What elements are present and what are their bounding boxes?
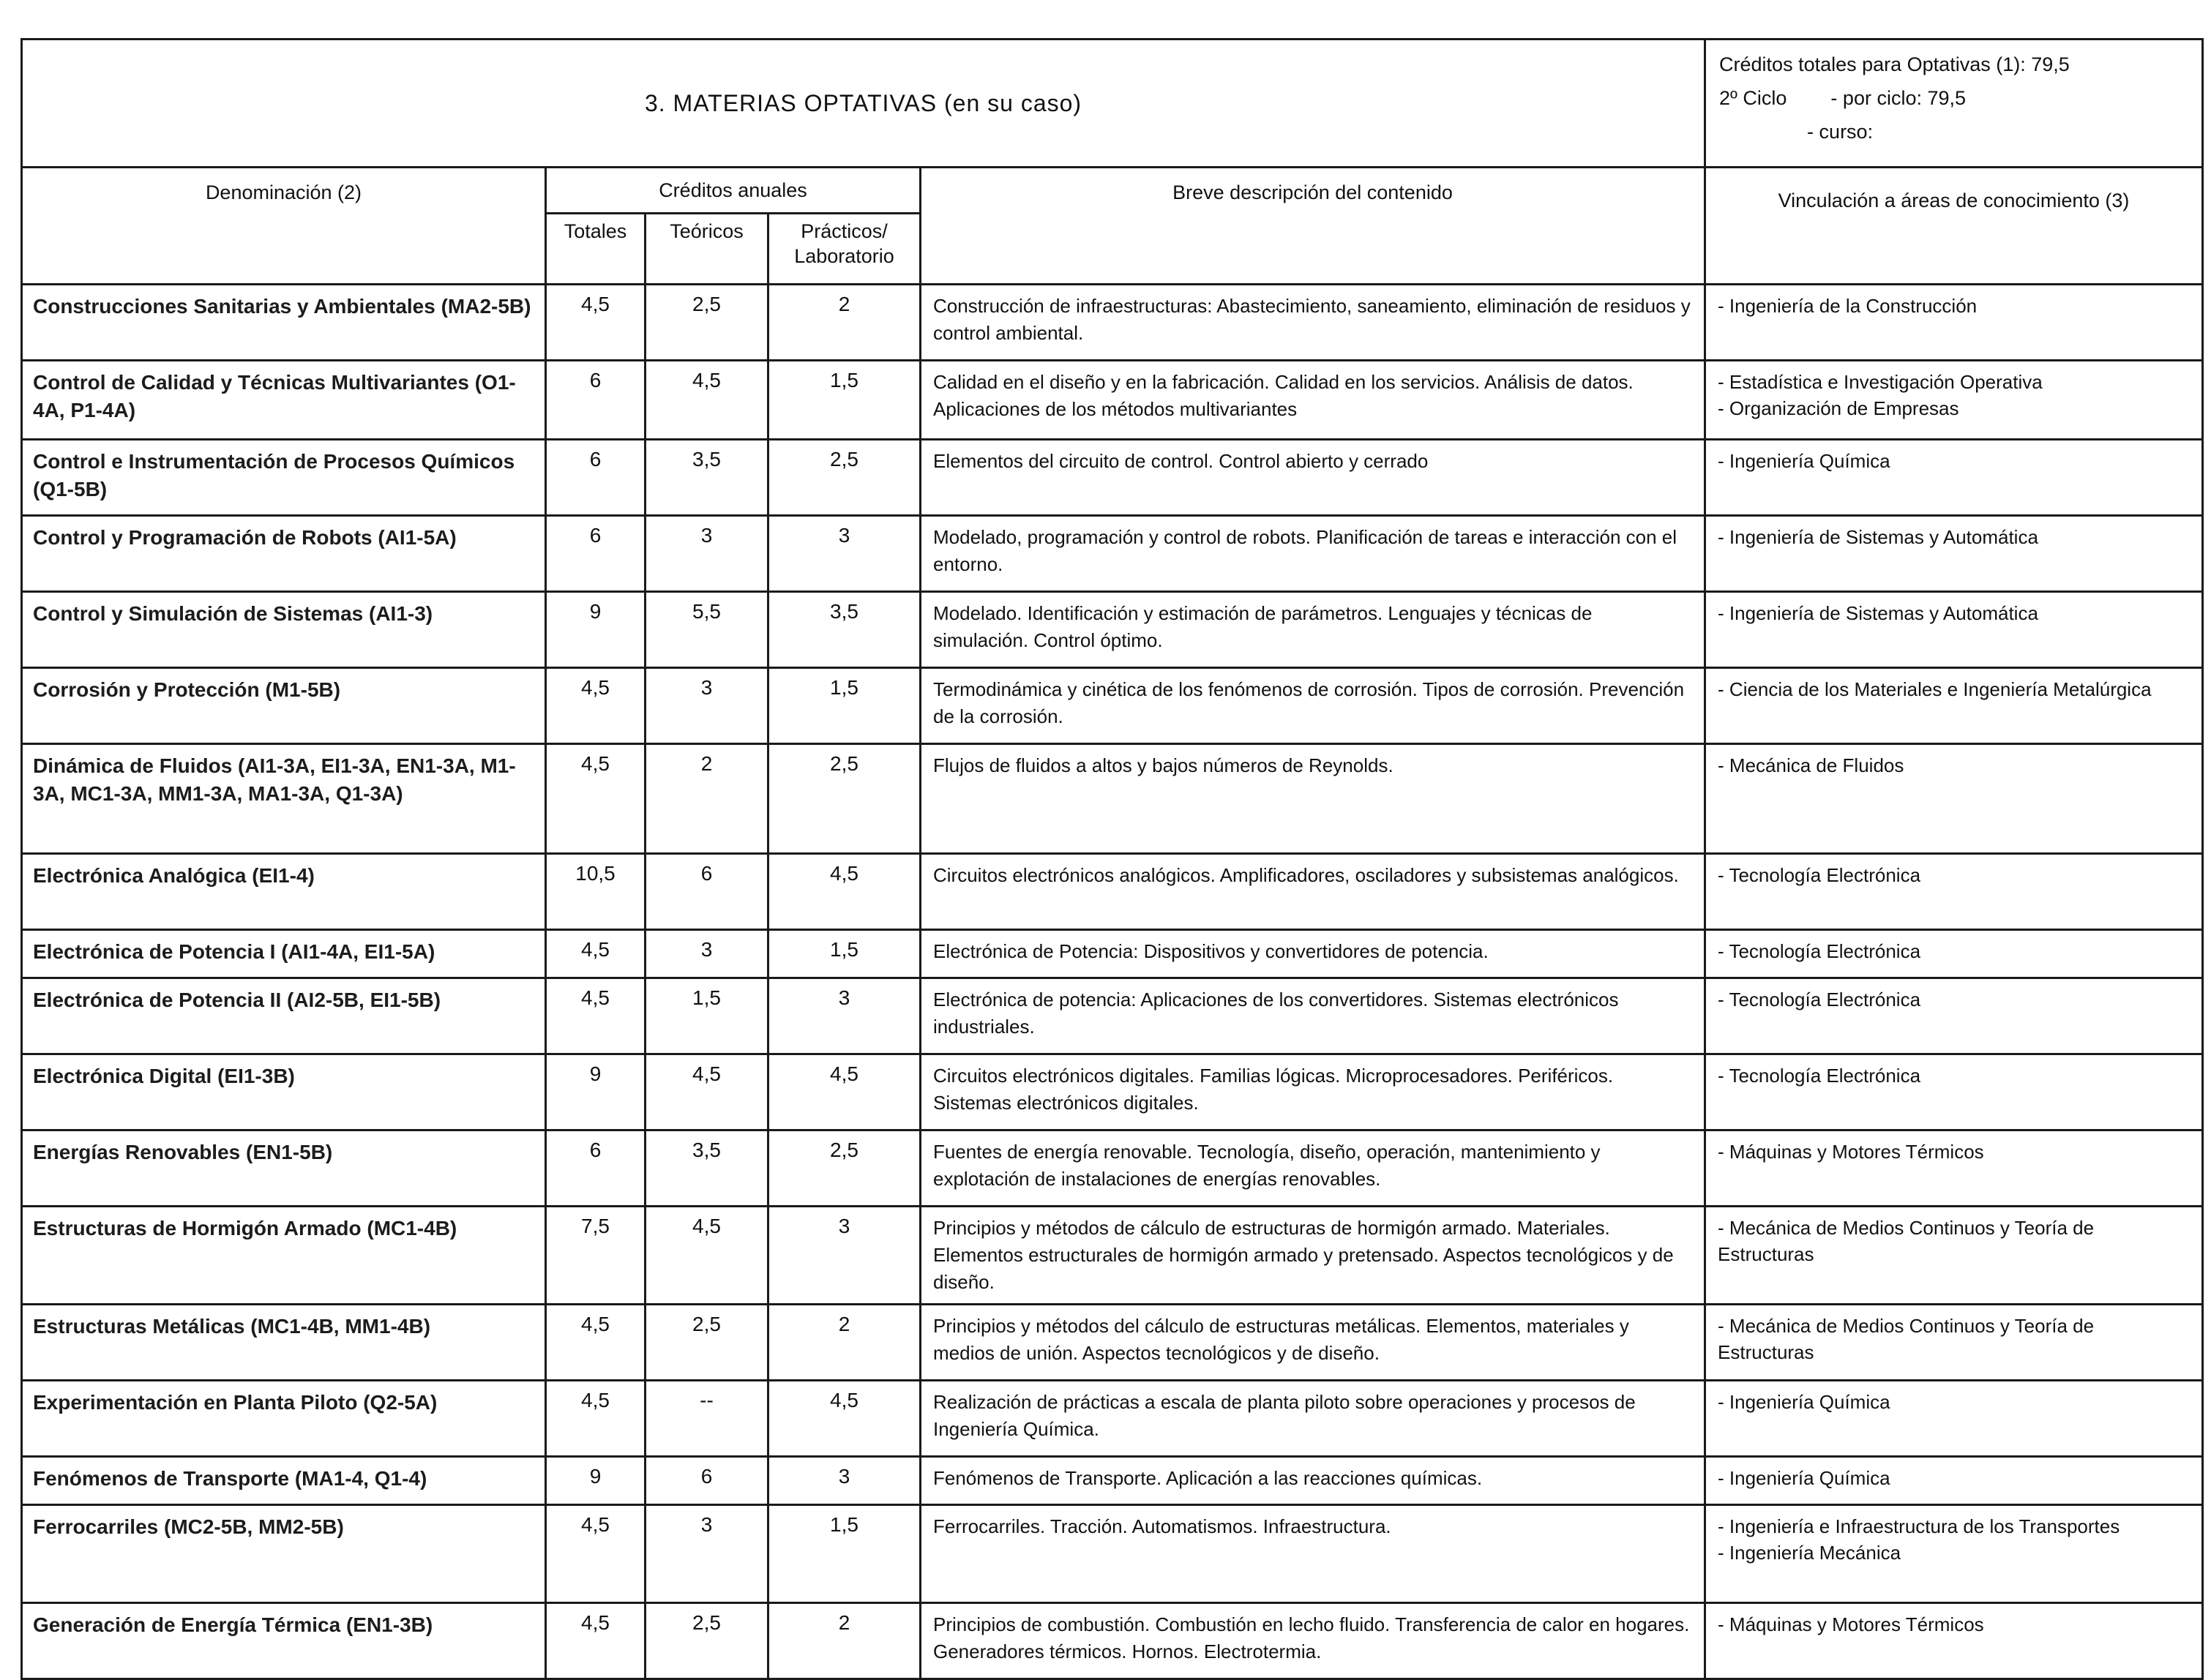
table-row: [22, 1207, 2203, 1305]
knowledge-areas: [1705, 668, 2203, 744]
subject-name: Experimentación en Planta Piloto (Q2-5A): [22, 1381, 546, 1457]
credits-total: 4,5: [546, 1305, 646, 1381]
subject-name: Control e Instrumentación de Procesos Químicos (Q1-5B): [22, 440, 546, 516]
subject-description: Principios y métodos de cálculo de estructuras de hormigón armado. Materiales. Elementos estructurales de hormigón armado y pretensado. Aspectos tecnológicos y de diseño.: [921, 1207, 1705, 1305]
credits-practice: 1,5: [768, 361, 921, 440]
header-row-1: [22, 168, 2203, 214]
table-row: [22, 592, 2203, 668]
subject-description: Ferrocarriles. Tracción. Automatismos. Infraestructura.: [921, 1505, 1705, 1603]
subject-name: Generación de Energía Térmica (EN1-3B): [22, 1603, 546, 1679]
table-row: [22, 744, 2203, 854]
knowledge-area-item: - Mecánica de Medios Continuos y Teoría de Estructuras: [1718, 1315, 2095, 1363]
subjects-body: [22, 285, 2203, 1679]
col-header-totales: Totales: [546, 214, 646, 285]
knowledge-areas: [1705, 930, 2203, 978]
knowledge-area-item: - Ingeniería Química: [1718, 1467, 1890, 1489]
credits-total: 4,5: [546, 744, 646, 854]
knowledge-areas: [1705, 592, 2203, 668]
credits-practice: 3: [768, 516, 921, 592]
credits-practice: 2,5: [768, 440, 921, 516]
credits-total: 4,5: [546, 978, 646, 1054]
knowledge-area-item: - Máquinas y Motores Térmicos: [1718, 1141, 1984, 1163]
knowledge-areas: [1705, 1054, 2203, 1130]
credits-practice: 1,5: [768, 1505, 921, 1603]
knowledge-areas: [1705, 744, 2203, 854]
knowledge-areas: [1705, 1381, 2203, 1457]
credits-practice: 4,5: [768, 1381, 921, 1457]
credits-total: 6: [546, 1130, 646, 1207]
subject-name: Control y Simulación de Sistemas (AI1-3): [22, 592, 546, 668]
knowledge-areas: [1705, 285, 2203, 361]
credits-practice: 2: [768, 1305, 921, 1381]
subject-description: Flujos de fluidos a altos y bajos números de Reynolds.: [921, 744, 1705, 854]
subject-name: Estructuras Metálicas (MC1-4B, MM1-4B): [22, 1305, 546, 1381]
knowledge-area-item: - Ingeniería Química: [1718, 450, 1890, 472]
credits-theory: 2,5: [646, 285, 768, 361]
knowledge-area-item: - Tecnología Electrónica: [1718, 864, 1921, 886]
subject-description: Fenómenos de Transporte. Aplicación a las reacciones químicas.: [921, 1457, 1705, 1505]
subject-description: Circuitos electrónicos digitales. Familias lógicas. Microprocesadores. Periféricos. Sistemas electrónicos digitales.: [921, 1054, 1705, 1130]
credits-theory: 5,5: [646, 592, 768, 668]
subject-description: Principios y métodos del cálculo de estructuras metálicas. Elementos, materiales y medios de unión. Aspectos tecnológicos y de diseño.: [921, 1305, 1705, 1381]
credits-practice: 2,5: [768, 1130, 921, 1207]
credits-total: 4,5: [546, 1505, 646, 1603]
credits-total: 10,5: [546, 854, 646, 930]
table-row: [22, 978, 2203, 1054]
subject-description: Modelado. Identificación y estimación de parámetros. Lenguajes y técnicas de simulación. Control óptimo.: [921, 592, 1705, 668]
knowledge-areas: [1705, 1505, 2203, 1603]
knowledge-area-item: - Tecnología Electrónica: [1718, 1065, 1921, 1087]
credits-theory: 3,5: [646, 440, 768, 516]
knowledge-areas: [1705, 440, 2203, 516]
credits-theory: 3: [646, 1505, 768, 1603]
credits-practice: 4,5: [768, 1054, 921, 1130]
knowledge-area-item: - Organización de Empresas: [1718, 397, 1959, 419]
credits-practice: 2,5: [768, 744, 921, 854]
knowledge-area-item: - Tecnología Electrónica: [1718, 940, 1921, 962]
knowledge-areas: [1705, 854, 2203, 930]
credits-theory: 6: [646, 1457, 768, 1505]
subject-name: Construcciones Sanitarias y Ambientales (MA2-5B): [22, 285, 546, 361]
credits-practice: 3,5: [768, 592, 921, 668]
table-row: [22, 1130, 2203, 1207]
subject-description: Elementos del circuito de control. Control abierto y cerrado: [921, 440, 1705, 516]
knowledge-area-item: - Ingeniería Mecánica: [1718, 1542, 1901, 1564]
col-header-name: Denominación (2): [22, 168, 546, 285]
subject-description: Calidad en el diseño y en la fabricación. Calidad en los servicios. Análisis de datos. Aplicaciones de los métodos multivariantes: [921, 361, 1705, 440]
subject-description: Termodinámica y cinética de los fenómenos de corrosión. Tipos de corrosión. Prevención de la corrosión.: [921, 668, 1705, 744]
title-row: [22, 40, 2203, 168]
table-row: [22, 1603, 2203, 1679]
table-row: [22, 1457, 2203, 1505]
col-header-teoricos: Teóricos: [646, 214, 768, 285]
credits-practice: 1,5: [768, 930, 921, 978]
knowledge-area-item: - Ingeniería e Infraestructura de los Transportes: [1718, 1515, 2120, 1537]
optional-subjects-table: [20, 38, 2204, 1680]
knowledge-area-item: - Ingeniería Química: [1718, 1391, 1890, 1413]
subject-description: Electrónica de Potencia: Dispositivos y convertidores de potencia.: [921, 930, 1705, 978]
credits-theory: 2,5: [646, 1305, 768, 1381]
credits-total: Créditos totales para Optativas (1): 79,5: [1719, 53, 2070, 75]
subject-description: Circuitos electrónicos analógicos. Amplificadores, osciladores y subsistemas analógicos.: [921, 854, 1705, 930]
table-row: [22, 1054, 2203, 1130]
knowledge-area-item: - Máquinas y Motores Térmicos: [1718, 1613, 1984, 1635]
credits-theory: 3: [646, 668, 768, 744]
credits-practice: 3: [768, 1207, 921, 1305]
subject-name: Electrónica de Potencia II (AI2-5B, EI1-5B): [22, 978, 546, 1054]
col-header-practicos: Prácticos/ Laboratorio: [768, 214, 921, 285]
credits-total: 4,5: [546, 1381, 646, 1457]
credits-total: 4,5: [546, 285, 646, 361]
credits-total: 9: [546, 1457, 646, 1505]
subject-name: Control de Calidad y Técnicas Multivariantes (O1-4A, P1-4A): [22, 361, 546, 440]
knowledge-area-item: - Ingeniería de la Construcción: [1718, 295, 1978, 317]
knowledge-areas: [1705, 1603, 2203, 1679]
credits-total: 4,5: [546, 930, 646, 978]
col-header-description: Breve descripción del contenido: [921, 168, 1705, 285]
subject-description: Modelado, programación y control de robots. Planificación de tareas e interacción con el entorno.: [921, 516, 1705, 592]
subject-name: Energías Renovables (EN1-5B): [22, 1130, 546, 1207]
subject-description: Principios de combustión. Combustión en lecho fluido. Transferencia de calor en hogares. Generadores térmicos. Hornos. Electrotermia.: [921, 1603, 1705, 1679]
table-row: [22, 285, 2203, 361]
knowledge-area-item: - Tecnología Electrónica: [1718, 989, 1921, 1010]
credits-practice: 2: [768, 1603, 921, 1679]
knowledge-area-item: - Ingeniería de Sistemas y Automática: [1718, 602, 2038, 624]
credits-total: 6: [546, 361, 646, 440]
credits-theory: 4,5: [646, 1054, 768, 1130]
credits-total: 9: [546, 592, 646, 668]
subject-description: Realización de prácticas a escala de planta piloto sobre operaciones y procesos de Ingeniería Química.: [921, 1381, 1705, 1457]
knowledge-areas: [1705, 516, 2203, 592]
credits-total: 7,5: [546, 1207, 646, 1305]
credits-practice: 3: [768, 1457, 921, 1505]
credits-theory: 3,5: [646, 1130, 768, 1207]
subject-name: Electrónica Analógica (EI1-4): [22, 854, 546, 930]
credits-theory: 4,5: [646, 1207, 768, 1305]
credits-per-cycle: 2º Ciclo - por ciclo: 79,5: [1719, 87, 1967, 109]
table-row: [22, 668, 2203, 744]
knowledge-area-item: - Mecánica de Fluidos: [1718, 754, 1904, 776]
credits-theory: 3: [646, 930, 768, 978]
credits-theory: 4,5: [646, 361, 768, 440]
credits-total: 4,5: [546, 668, 646, 744]
credits-practice: 4,5: [768, 854, 921, 930]
knowledge-areas: [1705, 1305, 2203, 1381]
table-row: [22, 930, 2203, 978]
credits-practice: 3: [768, 978, 921, 1054]
subject-name: Control y Programación de Robots (AI1-5A): [22, 516, 546, 592]
knowledge-area-item: - Ciencia de los Materiales e Ingeniería Metalúrgica: [1718, 678, 2152, 700]
table-row: [22, 1505, 2203, 1603]
table-row: [22, 1305, 2203, 1381]
knowledge-areas: [1705, 1130, 2203, 1207]
subject-name: Corrosión y Protección (M1-5B): [22, 668, 546, 744]
subject-name: Fenómenos de Transporte (MA1-4, Q1-4): [22, 1457, 546, 1505]
subject-description: Construcción de infraestructuras: Abastecimiento, saneamiento, eliminación de residuos y control ambiental.: [921, 285, 1705, 361]
credits-theory: 2: [646, 744, 768, 854]
section-title: 3. MATERIAS OPTATIVAS (en su caso): [22, 40, 1705, 168]
credits-theory: --: [646, 1381, 768, 1457]
col-header-areas: Vinculación a áreas de conocimiento (3): [1705, 168, 2203, 285]
credits-theory: 3: [646, 516, 768, 592]
subject-name: Estructuras de Hormigón Armado (MC1-4B): [22, 1207, 546, 1305]
subject-description: Electrónica de potencia: Aplicaciones de los convertidores. Sistemas electrónicos industriales.: [921, 978, 1705, 1054]
subject-name: Ferrocarriles (MC2-5B, MM2-5B): [22, 1505, 546, 1603]
credits-practice: 1,5: [768, 668, 921, 744]
knowledge-areas: [1705, 1457, 2203, 1505]
credits-practice: 2: [768, 285, 921, 361]
subject-description: Fuentes de energía renovable. Tecnología, diseño, operación, mantenimiento y explotación de instalaciones de energías renovables.: [921, 1130, 1705, 1207]
table-row: [22, 440, 2203, 516]
credits-total: 6: [546, 516, 646, 592]
subject-name: Electrónica Digital (EI1-3B): [22, 1054, 546, 1130]
credits-theory: 2,5: [646, 1603, 768, 1679]
credits-theory: 1,5: [646, 978, 768, 1054]
credits-theory: 6: [646, 854, 768, 930]
optional-subjects-document: [20, 38, 2201, 1680]
subject-name: Dinámica de Fluidos (AI1-3A, EI1-3A, EN1-3A, M1-3A, MC1-3A, MM1-3A, MA1-3A, Q1-3A): [22, 744, 546, 854]
knowledge-areas: [1705, 1207, 2203, 1305]
credits-total: 6: [546, 440, 646, 516]
knowledge-area-item: - Mecánica de Medios Continuos y Teoría de Estructuras: [1718, 1217, 2095, 1265]
knowledge-areas: [1705, 978, 2203, 1054]
credits-summary: [1705, 40, 2203, 168]
table-row: [22, 854, 2203, 930]
col-header-credits: Créditos anuales: [546, 168, 921, 214]
knowledge-areas: [1705, 361, 2203, 440]
table-row: [22, 361, 2203, 440]
knowledge-area-item: - Estadística e Investigación Operativa: [1718, 371, 2043, 393]
knowledge-area-item: - Ingeniería de Sistemas y Automática: [1718, 526, 2038, 548]
subject-name: Electrónica de Potencia I (AI1-4A, EI1-5A): [22, 930, 546, 978]
table-row: [22, 1381, 2203, 1457]
table-row: [22, 516, 2203, 592]
credits-total: 9: [546, 1054, 646, 1130]
credits-total: 4,5: [546, 1603, 646, 1679]
credits-per-course: - curso:: [1719, 121, 1874, 143]
